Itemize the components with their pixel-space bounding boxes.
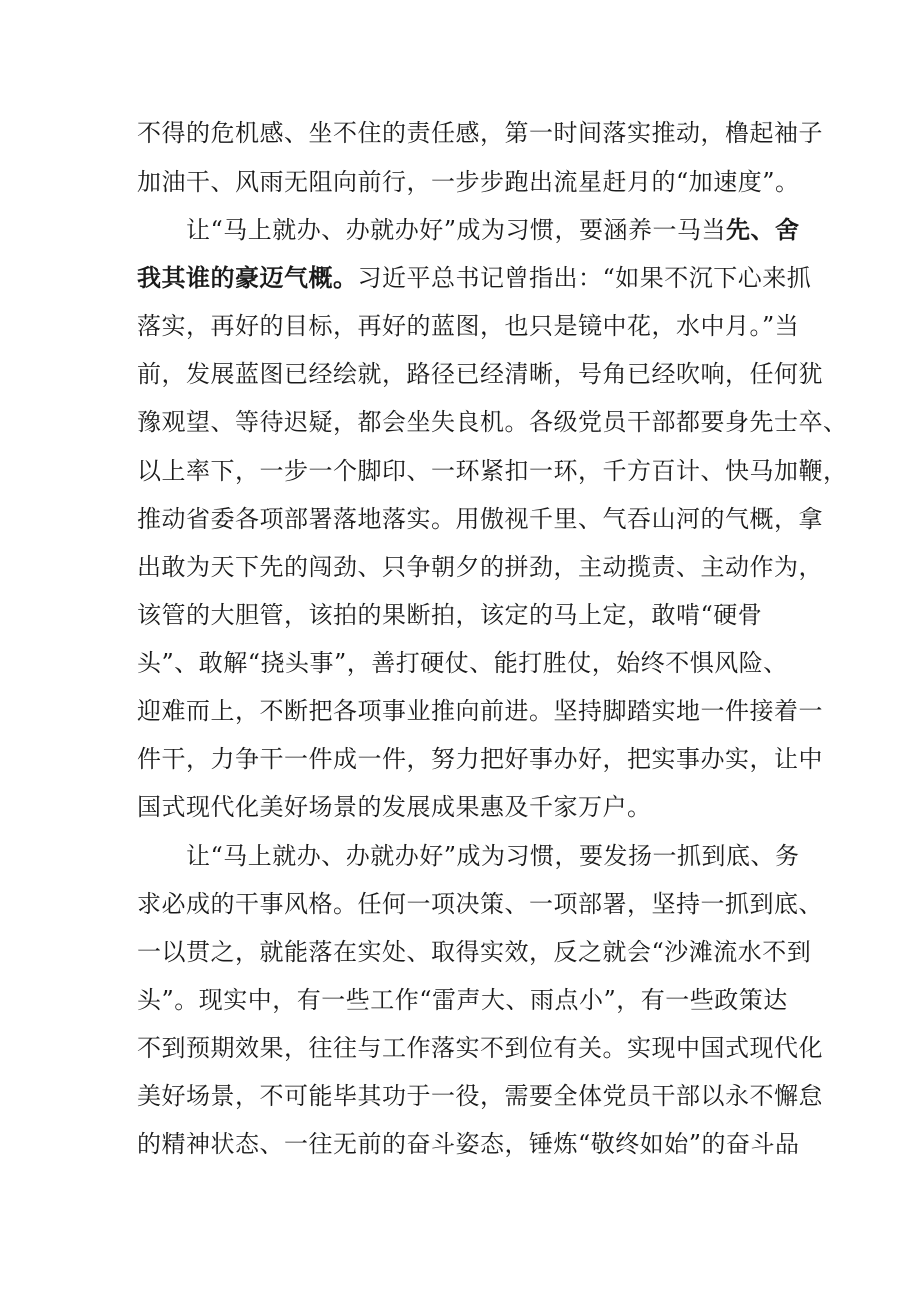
paragraph-first-line: 让“马上就办、办就办好”成为习惯，要发扬一抓到底、务 xyxy=(186,842,800,870)
text-line: 落实，再好的目标，再好的蓝图，也只是镜中花，水中月。”当 xyxy=(137,312,800,340)
text-line: 豫观望、等待迟疑，都会坐失良机。各级党员干部都要身先士卒、 xyxy=(137,408,848,436)
text-line: 加油干、风雨无阻向前行，一步步跑出流星赶月的“加速度”。 xyxy=(137,168,800,196)
text-line: 推动省委各项部署落地落实。用傲视千里、气吞山河的气概，拿 xyxy=(137,505,823,533)
text-line: 该管的大胆管，该拍的果断拍，该定的马上定，敢啃“硬骨 xyxy=(137,601,763,629)
text-line: 的精神状态、一往无前的奋斗姿态，锤炼“敬终如始”的奋斗品 xyxy=(137,1130,800,1158)
text-line: 件干，力争干一件成一件，努力把好事办好，把实事办实，让中 xyxy=(137,745,823,773)
paragraph-first-line xyxy=(186,215,846,244)
text-line: 不得的危机感、坐不住的责任感，第一时间落实推动，橹起袖子 xyxy=(137,119,823,147)
bold-text-run: 先、舍 xyxy=(726,215,800,244)
bold-text-run: 我其谁的豪迈气概。 xyxy=(137,263,358,292)
text-line: 头”。现实中，有一些工作“雷声大、雨点小”，有一些政策达 xyxy=(137,986,788,1014)
text-run: 习近平总书记曾指出：“如果不沉下心来抓 xyxy=(357,264,812,292)
text-line: 迎难而上，不断把各项事业推向前进。坚持脚踏实地一件接着一 xyxy=(137,697,823,725)
text-line: 国式现代化美好场景的发展成果惠及千家万户。 xyxy=(137,793,652,821)
text-line: 不到预期效果，往往与工作落实不到位有关。实现中国式现代化 xyxy=(137,1034,823,1062)
text-line: 前，发展蓝图已经绘就，路径已经清晰，号角已经吹响，任何犹 xyxy=(137,360,823,388)
text-run: 让“马上就办、办就办好”成为习惯，要涵养一马当 xyxy=(186,216,727,244)
text-line: 一以贯之，就能落在实处、取得实效，反之就会“沙滩流水不到 xyxy=(137,938,812,966)
text-line: 头”、敢解“挠头事”，善打硬仗、能打胜仗，始终不惧风险、 xyxy=(137,649,788,677)
text-line: 以上率下，一步一个脚印、一环紧扣一环，千方百计、快马加鞭， xyxy=(137,457,848,485)
text-line xyxy=(137,263,812,292)
text-line: 出敢为天下先的闯劲、只争朝夕的拼劲，主动揽责、主动作为， xyxy=(137,553,823,581)
text-line: 美好场景，不可能毕其功于一役，需要全体党员干部以永不懈怠 xyxy=(137,1082,823,1110)
text-line: 求必成的干事风格。任何一项决策、一项部署，坚持一抓到底、 xyxy=(137,890,823,918)
